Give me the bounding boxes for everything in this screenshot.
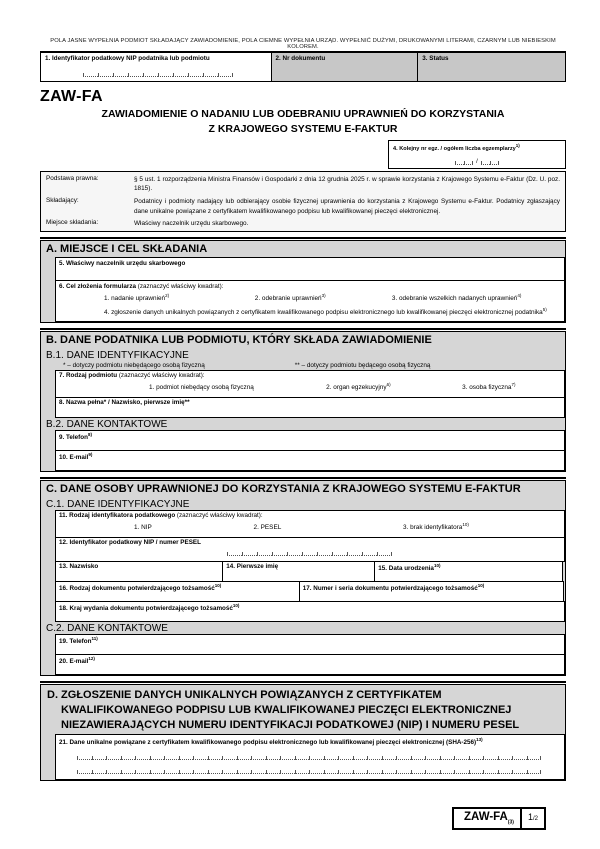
legal-text: Podatnicy i podmioty nadający lub odbierający osobie fizycznej uprawnienia do korzystania z Krajowego Systemu e-Faktur. Podatnicy zgłaszający dane unikalne powiązane z certyfikatem kwalifikowanego podpisu lub kwalifikowanej pieczęci elektronicznej. xyxy=(134,198,560,215)
field-15-label: 15. Data urodzenia$^{10)}$ xyxy=(378,563,441,573)
field-16-label: 16. Rodzaj dokumentu potwierdzającego tożsamość$^{10)}$ xyxy=(59,583,222,593)
field-20-email[interactable] xyxy=(55,654,565,675)
section-divider xyxy=(40,681,566,683)
field-kolejny-nr-egz-label: 4. Kolejny nr egz. / ogółem liczba egzemplarzy$^{1)}$ xyxy=(393,143,520,153)
field-13-label: 13. Nazwisko xyxy=(59,563,99,571)
field-21-label: 21. Dane unikalne powiązane z certyfikatem kwalifikowanego podpisu elektronicznego lub kwalifikowanej pieczęci elektronicznej $(SHA-256)^{13)}$ xyxy=(59,736,483,746)
field-10-email[interactable] xyxy=(55,450,565,471)
footer-form-code: ZAW-$FA_{(3)}$ xyxy=(464,811,514,826)
field-status-label: 3. Status xyxy=(422,55,449,62)
field-14-pierwsze-imie[interactable] xyxy=(222,561,375,582)
field-11-rodzaj-identyfikatora xyxy=(55,510,565,538)
field-kolejny-nr-egz[interactable] xyxy=(388,140,566,169)
option-zgloszenie-danych[interactable]: 4. zgłoszenie danych unikalnych powiązanych z certyfikatem kwalifikowanego podpisu elektronicznego lub kwalifikowanej pieczęci elektronicznej podatnika$^{5)}$ xyxy=(104,306,547,317)
field-9-telefon[interactable] xyxy=(55,430,565,451)
legal-label: Miejsce składania: xyxy=(46,219,99,227)
field-21-dane-unikalne[interactable] xyxy=(55,734,565,780)
field-18-label: 18. Kraj wydania dokumentu potwierdzającego tożsamość$^{10)}$ xyxy=(59,603,240,613)
nip-entry-ticks[interactable] xyxy=(83,71,267,77)
field-16-rodzaj-dokumentu[interactable] xyxy=(55,581,300,602)
egz-ticks-right[interactable] xyxy=(481,159,499,165)
legal-label: Podstawa prawna: xyxy=(46,174,99,182)
row-13-14-15 xyxy=(55,561,565,582)
field-15-data-urodzenia[interactable] xyxy=(374,561,563,582)
section-divider xyxy=(40,328,566,330)
egz-separator: / xyxy=(476,159,478,166)
field-8-nazwa-pelna[interactable] xyxy=(55,397,565,418)
fill-instruction: POLA JASNE WYPEŁNIA PODMIOT SKŁADAJĄCY ZAWIADOMIENIE, POLA CIEMNE WYPEŁNIA URZĄD. WYPEŁNIĆ DUŻYMI, DRUKOWANYMI LITERAMI, CZARNYM LUB NIEBIESKIM KOLOREM. xyxy=(50,38,556,50)
field-8-label: 8. Nazwa pełna* / Nazwisko, pierwsze imię** xyxy=(59,399,190,407)
form-title-line1: ZAWIADOMIENIE O NADANIU LUB ODEBRANIU UPRAWNIEŃ DO KORZYSTANIA xyxy=(101,108,505,120)
option-brak-identyfikatora[interactable]: 3. brak identyfikatora$^{10)}$ xyxy=(402,522,469,532)
footnote-double-star: ** – dotyczy podmiotu będącego osobą fizyczną xyxy=(294,361,431,369)
legal-text: § 5 ust. 1 rozporządzenia Ministra Finansów i Gospodarki z dnia 12 grudnia 2025 r. w sprawie korzystania z Krajowego Systemu e-Faktur (Dz. U. poz. 1815). xyxy=(134,175,560,193)
section-c-header: C. DANE OSOBY UPRAWNIONEJ DO KORZYSTANIA Z KRAJOWEGO SYSTEMU E-FAKTUR xyxy=(46,482,521,495)
field-nr-dokumentu-label: 2. Nr dokumentu xyxy=(275,55,326,62)
egz-ticks-left[interactable] xyxy=(455,159,473,165)
section-b2-header: B.2. DANE KONTAKTOWE xyxy=(46,418,168,430)
field-19-label: 19. Telefon$^{11)}$ xyxy=(59,636,98,646)
option-osoba-fizyczna[interactable]: 3. osoba fizyczna$^{7)}$ xyxy=(462,382,516,392)
legal-basis-block xyxy=(40,171,566,232)
field-13-nazwisko[interactable] xyxy=(55,561,223,582)
field-nip-label: 1. Identyfikator podatkowy NIP podatnika lub podmiotu xyxy=(45,55,210,62)
footer-page-number: 1/2 xyxy=(520,809,544,827)
option-odebranie-wszelkich[interactable]: 3. odebranie wszelkich nadanych uprawnień$^{4)}$ xyxy=(391,292,522,302)
form-title xyxy=(40,107,566,137)
top-id-row xyxy=(40,51,566,82)
legal-row-podstawa xyxy=(44,173,562,195)
option-organ-egzekucyjny[interactable]: 2. organ egzekucyjny$^{6)}$ xyxy=(326,382,391,392)
option-odebranie-uprawnien[interactable]: 2. odebranie uprawnień$^{3)}$ xyxy=(254,292,326,302)
form-code: ZAW-FA xyxy=(40,88,103,105)
form-title-line2: Z KRAJOWEGO SYSTEMU E-FAKTUR xyxy=(208,123,398,136)
sha256-entry-ticks-row2[interactable] xyxy=(77,768,543,774)
field-9-label: 9. Telefon$^{8)}$ xyxy=(59,432,92,442)
section-b-header: B. DANE PODATNIKA LUB PODMIOTU, KTÓRY SKŁADA ZAWIADOMIENIE xyxy=(46,333,432,346)
field-12-label: 12. Identyfikator podatkowy NIP / numer PESEL xyxy=(59,539,201,547)
option-pesel[interactable]: 2. PESEL xyxy=(253,524,282,532)
field-5-naczelnik[interactable] xyxy=(55,257,565,281)
field-6-options-row xyxy=(59,290,561,306)
field-14-label: 14. Pierwsze imię xyxy=(226,563,279,571)
option-nadanie-uprawnien[interactable]: 1. nadanie uprawnień$^{2)}$ xyxy=(104,292,170,302)
field-17-numer-seria[interactable] xyxy=(299,581,564,602)
section-divider xyxy=(40,477,566,479)
field-7-label: 7. Rodzaj podmiotu (zaznaczyć właściwy kwadrat): xyxy=(59,372,205,380)
section-d xyxy=(40,684,566,782)
section-c1-header: C.1. DANE IDENTYFIKACYJNE xyxy=(46,498,190,510)
legal-label: Składający: xyxy=(46,197,79,205)
field-5-label: 5. Właściwy naczelnik urzędu skarbowego xyxy=(59,259,186,267)
section-b1-header: B.1. DANE IDENTYFIKACYJNE xyxy=(46,349,189,361)
section-d-header: D. ZGŁOSZENIE DANYCH UNIKALNYCH POWIĄZANYCH Z CERTYFIKATEM KWALIFIKOWANEGO PODPISU LUB KWALIFIKOWANEJ PIECZĘCI ELEKTRONICZNEJ NIEZAWIERAJĄCYCH NUMERU IDENTYFIKACJI PODATKOWEJ (NIP) I NUMERU PESEL xyxy=(47,688,520,731)
footnote-single-star: * – dotyczy podmiotu niebędącego osobą fizyczną xyxy=(63,361,205,369)
field-10-label: 10. E-mail$^{9)}$ xyxy=(59,452,93,462)
page-footer xyxy=(40,807,566,829)
section-b xyxy=(40,331,566,472)
field-12-nip-pesel[interactable] xyxy=(55,537,565,562)
footer-form-id-box xyxy=(452,807,546,829)
row-16-17 xyxy=(55,581,565,602)
field-nip[interactable] xyxy=(41,53,272,81)
section-c2-header: C.2. DANE KONTAKTOWE xyxy=(46,622,168,634)
legal-text: Właściwy naczelnik urzędu skarbowego. xyxy=(134,220,249,228)
nip-pesel-entry-ticks[interactable] xyxy=(227,550,394,556)
field-7-rodzaj-podmiotu xyxy=(55,370,565,398)
field-19-telefon[interactable] xyxy=(55,634,565,655)
field-18-kraj-wydania[interactable] xyxy=(55,601,565,622)
field-6-label: 6. Cel złożenia formularza (zaznaczyć właściwy kwadrat): xyxy=(59,282,224,290)
kolejny-nr-entry[interactable] xyxy=(393,159,561,165)
sha256-entry-ticks-row1[interactable] xyxy=(77,754,543,760)
section-divider xyxy=(40,237,566,239)
section-a xyxy=(40,240,566,322)
field-17-label: 17. Numer i seria dokumentu potwierdzającego tożsamość$^{10)}$ xyxy=(302,583,485,593)
field-11-options-row xyxy=(59,519,561,535)
legal-row-miejsce xyxy=(44,218,562,231)
field-7-options-row xyxy=(59,379,561,395)
field-20-label: 20. E-mail$^{12)}$ xyxy=(59,656,95,666)
section-c xyxy=(40,480,566,676)
field-11-label: 11. Rodzaj identyfikatora podatkowego (zaznaczyć właściwy kwadrat): xyxy=(59,512,263,520)
option-nip[interactable]: 1. NIP xyxy=(134,524,152,532)
field-status xyxy=(418,53,565,81)
field-nr-dokumentu xyxy=(272,53,419,81)
section-a-header: A. MIEJSCE I CEL SKŁADANIA xyxy=(46,243,208,256)
field-6-cel-zlozenia xyxy=(55,280,565,321)
legal-row-skladajacy xyxy=(44,196,562,218)
option-podmiot-niebedacy[interactable]: 1. podmiot niebędący osobą fizyczną xyxy=(149,384,254,392)
